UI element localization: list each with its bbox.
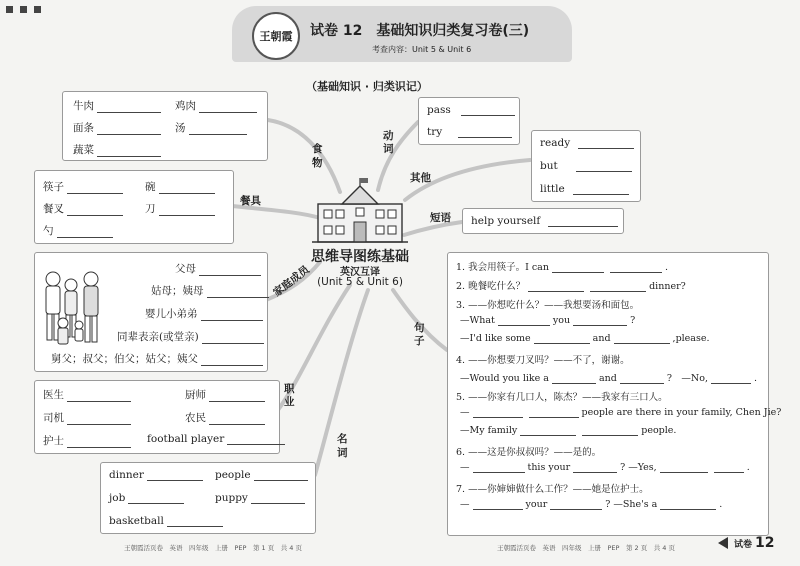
answer-blank[interactable] — [67, 183, 123, 194]
sentences-box: 1. 我会用筷子。I can . 2. 晚餐吃什么？ dinner? 3. ——你想吃什么？——我想要汤和面包。 —What you ? —I'd like some and ,please. 4. ——你想要刀叉吗？——不了，谢谢。 —Would you like a and ? —No, . 5. ——你家有几口人，陈杰？——我家有三口人。 — people are there in your family, Chen Jie? —My family people. 6. ——这是你叔叔吗？——是的。 — this your ? —Yes, . 7. ——你婶婶做什么工作？——她是位护士。 — your ? —She's a . — [447, 252, 769, 536]
answer-blank[interactable] — [97, 102, 161, 113]
logo-text: 王朝霞 — [259, 30, 293, 43]
answer-blank[interactable] — [67, 205, 123, 216]
answer-blank[interactable] — [207, 287, 269, 298]
job-item: 司机 — [43, 412, 64, 424]
answer-blank[interactable] — [552, 262, 604, 273]
sentence-text: 1. 我会用筷子。I can — [456, 262, 549, 273]
sentence-prompt: 6. ——这是你叔叔吗？——是的。 — [456, 447, 602, 458]
answer-blank[interactable] — [199, 265, 261, 276]
family-box — [34, 252, 268, 372]
food-box — [62, 91, 268, 161]
center-subtitle: 英汉互译 — [340, 267, 380, 278]
branch-jobs: 职业 — [284, 383, 295, 408]
job-item: football player — [147, 433, 225, 445]
answer-blank[interactable] — [201, 355, 263, 366]
verb-item: pass — [427, 104, 451, 116]
answer-blank[interactable] — [254, 470, 308, 481]
answer-blank[interactable] — [711, 373, 751, 384]
answer-blank[interactable] — [610, 262, 662, 273]
noun-item: people — [215, 469, 251, 481]
job-item: 护士 — [43, 435, 64, 447]
answer-blank[interactable] — [582, 425, 638, 436]
answer-blank[interactable] — [528, 281, 584, 292]
family-item: 婴儿小弟弟 — [145, 308, 198, 320]
section-label: （基础知识 · 归类识记） — [306, 80, 428, 93]
answer-blank[interactable] — [552, 373, 596, 384]
other-item: but — [540, 160, 558, 172]
answer-blank[interactable] — [590, 281, 646, 292]
branch-food: 食物 — [312, 143, 323, 169]
answer-blank[interactable] — [498, 315, 550, 326]
other-item: little — [540, 183, 565, 195]
answer-blank[interactable] — [473, 407, 523, 418]
food-item: 牛肉 — [73, 100, 94, 112]
family-item: 姑母；姨母 — [151, 285, 204, 297]
answer-blank[interactable] — [159, 183, 215, 194]
sentence-prompt: 4. ——你想要刀叉吗？——不了，谢谢。 — [456, 355, 630, 366]
answer-blank[interactable] — [128, 493, 184, 504]
tableware-item: 刀 — [145, 203, 156, 215]
branch-nouns: 名词 — [337, 433, 348, 459]
branch-sentences: 句子 — [414, 322, 425, 347]
school-building-icon — [312, 178, 408, 244]
answer-blank[interactable] — [227, 434, 285, 445]
food-item: 汤 — [175, 122, 186, 134]
sentence-prompt: 7. ——你婶婶做什么工作？——她是位护士。 — [456, 484, 649, 495]
answer-blank[interactable] — [167, 516, 223, 527]
jobs-box — [34, 380, 280, 454]
answer-blank[interactable] — [534, 333, 590, 344]
answer-blank[interactable] — [614, 333, 670, 344]
tableware-item: 碗 — [145, 181, 156, 193]
page-subtitle: 考查内容：Unit 5 & Unit 6 — [372, 45, 472, 54]
others-box — [531, 130, 641, 202]
answer-blank[interactable] — [714, 462, 744, 473]
page-label-prefix: 试卷 — [734, 539, 753, 550]
answer-blank[interactable] — [520, 425, 576, 436]
answer-blank[interactable] — [660, 462, 708, 473]
family-illustration — [41, 267, 105, 353]
answer-blank[interactable] — [199, 102, 257, 113]
noun-item: job — [109, 492, 126, 504]
answer-blank[interactable] — [576, 161, 632, 172]
answer-blank[interactable] — [97, 124, 161, 135]
answer-blank[interactable] — [620, 373, 664, 384]
answer-blank[interactable] — [251, 493, 305, 504]
phrase-box — [462, 208, 624, 234]
answer-blank[interactable] — [189, 124, 247, 135]
center-title: 思维导图练基础 — [311, 249, 409, 265]
answer-blank[interactable] — [97, 146, 161, 157]
verbs-box — [418, 97, 520, 145]
answer-blank[interactable] — [57, 227, 113, 238]
nouns-box — [100, 462, 316, 534]
branch-family: 家庭成员 — [271, 263, 312, 300]
page-footer: 王朝霞活页卷 英语 四年级 上册 PEP 第 2 页 共 4 页 — [497, 544, 675, 552]
branch-verbs: 动词 — [383, 130, 394, 155]
family-item: 舅父；叔父；伯父；姑父；姨父 — [51, 353, 198, 365]
verb-item: try — [427, 126, 443, 138]
food-item: 蔬菜 — [73, 144, 94, 156]
answer-blank[interactable] — [573, 315, 627, 326]
answer-blank[interactable] — [202, 333, 264, 344]
noun-item: dinner — [109, 469, 144, 481]
answer-blank[interactable] — [209, 391, 265, 402]
answer-blank[interactable] — [550, 499, 602, 510]
tableware-item: 勺 — [43, 225, 54, 237]
page-label-number: 12 — [755, 535, 775, 551]
job-item: 厨师 — [185, 389, 206, 401]
sentence-prompt: 5. ——你家有几口人，陈杰？——我家有三口人。 — [456, 392, 668, 403]
tableware-item: 筷子 — [43, 181, 64, 193]
answer-blank[interactable] — [67, 391, 131, 402]
answer-blank[interactable] — [209, 414, 265, 425]
job-item: 医生 — [43, 389, 64, 401]
other-item: ready — [540, 137, 571, 149]
answer-blank[interactable] — [548, 216, 618, 227]
answer-blank[interactable] — [67, 437, 131, 448]
branch-tableware: 餐具 — [240, 195, 261, 207]
tableware-item: 餐叉 — [43, 203, 64, 215]
sentence-text: 2. 晚餐吃什么？ — [456, 281, 526, 292]
food-item: 鸡肉 — [175, 100, 196, 112]
answer-blank[interactable] — [201, 310, 263, 321]
family-item: 父母 — [175, 263, 196, 275]
answer-blank[interactable] — [458, 127, 512, 138]
center-units: (Unit 5 & Unit 6) — [317, 276, 403, 288]
page-title: 试卷 12 基础知识归类复习卷(三) — [310, 23, 530, 39]
food-item: 面条 — [73, 122, 94, 134]
answer-blank[interactable] — [67, 414, 131, 425]
answer-blank[interactable] — [473, 462, 525, 473]
answer-blank[interactable] — [159, 205, 215, 216]
answer-blank[interactable] — [573, 462, 617, 473]
noun-item: basketball — [109, 515, 164, 527]
branch-others: 其他 — [410, 172, 431, 184]
answer-blank[interactable] — [529, 407, 579, 418]
job-item: 农民 — [185, 412, 206, 424]
answer-blank[interactable] — [660, 499, 716, 510]
page-label-arrow — [718, 537, 728, 549]
tableware-box — [34, 170, 234, 244]
family-item: 同辈表亲(或堂亲) — [117, 331, 199, 343]
phrase-item: help yourself — [471, 215, 541, 227]
page-label — [718, 535, 775, 551]
answer-blank[interactable] — [473, 499, 523, 510]
page-footer: 王朝霞活页卷 英语 四年级 上册 PEP 第 1 页 共 4 页 — [124, 544, 302, 552]
answer-blank[interactable] — [573, 184, 629, 195]
answer-blank[interactable] — [461, 105, 515, 116]
answer-blank[interactable] — [147, 470, 203, 481]
sentence-prompt: 3. ——你想吃什么？——我想要汤和面包。 — [456, 300, 640, 311]
branch-phrase: 短语 — [430, 212, 451, 224]
noun-item: puppy — [215, 492, 248, 504]
answer-blank[interactable] — [578, 138, 634, 149]
